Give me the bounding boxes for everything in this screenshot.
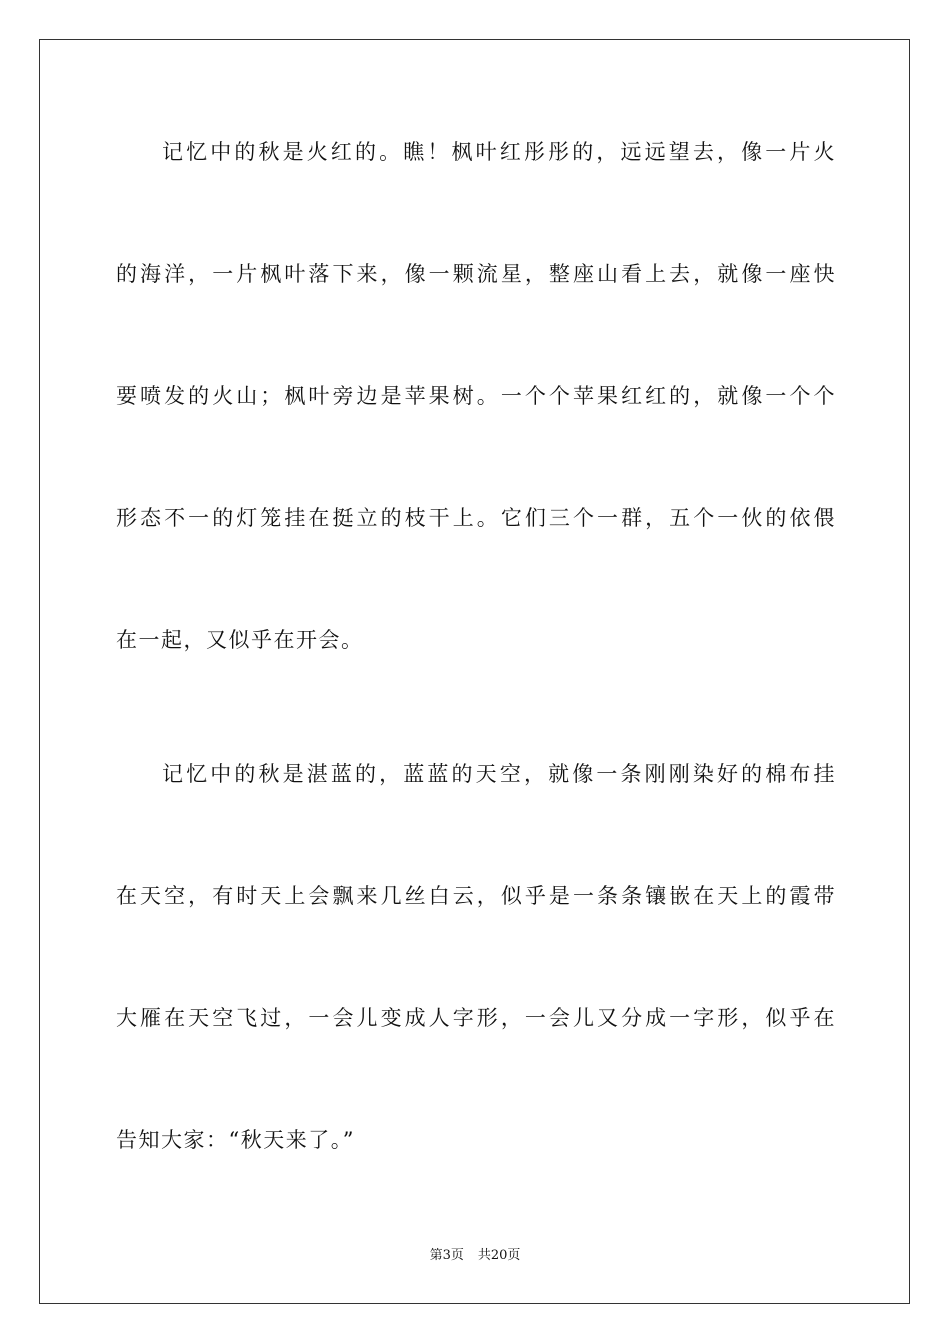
page-footer	[0, 1247, 950, 1265]
paragraph-1-line-1: 记忆中的秋是火红的。瞧！枫叶红彤彤的，远远望去，像一片火	[162, 140, 836, 164]
paragraph-2-line-2: 在天空，有时天上会飘来几丝白云，似乎是一条条镶嵌在天上的霞带	[116, 884, 836, 908]
page-number: 第3页	[429, 1248, 464, 1263]
paragraph-1-line-2: 的海洋，一片枫叶落下来，像一颗流星，整座山看上去，就像一座快	[116, 262, 836, 286]
paragraph-2-line-3: 大雁在天空飞过，一会儿变成人字形，一会儿又分成一字形，似乎在	[116, 1006, 836, 1030]
page-total: 共20页	[477, 1248, 521, 1263]
paragraph-2-line-1: 记忆中的秋是湛蓝的，蓝蓝的天空，就像一条刚刚染好的棉布挂	[162, 762, 836, 786]
paragraph-1-line-4: 形态不一的灯笼挂在挺立的枝干上。它们三个一群，五个一伙的依偎	[116, 506, 836, 530]
paragraph-1-line-3: 要喷发的火山；枫叶旁边是苹果树。一个个苹果红红的，就像一个个	[116, 384, 836, 408]
paragraph-1-line-5: 在一起，又似乎在开会。	[116, 628, 364, 652]
paragraph-2-line-4: 告知大家：“秋天来了。”	[116, 1128, 355, 1152]
page-frame	[39, 39, 910, 1304]
